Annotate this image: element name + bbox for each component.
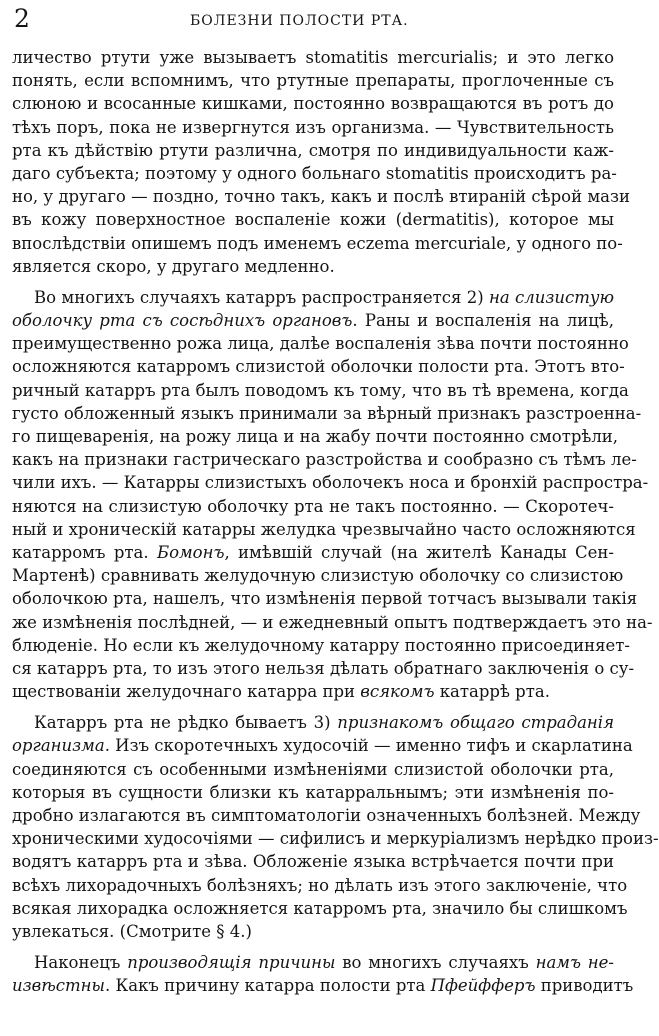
- text-line: [12, 657, 635, 680]
- line-segment: во многихъ случаяхъ: [335, 953, 536, 973]
- text-line: [12, 162, 617, 185]
- page-number: 2: [14, 4, 30, 33]
- text-line: [12, 680, 614, 703]
- line-segment: оболочкою рта, нашелъ, что измѣненія первой тотчасъ вызывали такія: [12, 589, 638, 609]
- italic-term: организма: [12, 736, 105, 756]
- text-line: [12, 587, 638, 610]
- text-line: [12, 920, 614, 943]
- text-line: [12, 69, 614, 92]
- text-line: [12, 518, 636, 541]
- italic-term: на слизистую: [489, 287, 615, 307]
- text-line: [12, 448, 637, 471]
- line-segment: , имѣвшій случай (на жителѣ Канады Сен-: [224, 542, 614, 562]
- line-segment: . Какъ причину катарра полости рта: [104, 976, 431, 996]
- line-segment: катаррѣ рта.: [434, 682, 550, 702]
- line-segment: понять, если вспомнимъ, что ртутные препараты, проглоченные съ: [12, 71, 614, 91]
- line-segment: преимущественно рожа лица, далѣе воспаленія зѣва почти постоянно: [12, 334, 629, 354]
- italic-term: Бомонъ: [156, 542, 225, 562]
- line-segment: ся катарръ рта, то изъ этого нельзя дѣлать обратнаго заключенія о су-: [12, 658, 635, 678]
- text-line: [12, 425, 619, 448]
- italic-term: извѣстны: [12, 976, 105, 996]
- italic-term: намъ не-: [535, 953, 614, 973]
- line-segment: ричный катарръ рта былъ поводомъ къ тому, что въ тѣ времена, когда: [12, 380, 629, 400]
- line-segment: же измѣненія послѣдней, — и ежедневный опытъ подтверждаетъ это на-: [12, 612, 653, 632]
- line-segment: но, у другаго — поздно, точно такъ, какъ и послѣ втираній сѣрой мази: [12, 187, 631, 207]
- text-line: [12, 92, 614, 115]
- text-line: [12, 897, 628, 920]
- text-line: [12, 185, 631, 208]
- text-line: [12, 827, 659, 850]
- text-line: [12, 758, 614, 781]
- text-line: [12, 804, 641, 827]
- line-segment: личество ртути уже вызываетъ stomatitis mercurialis; и это легко: [12, 48, 614, 67]
- line-segment: которыя въ сущности близки къ катарральнымъ; эти измѣненія по-: [12, 782, 614, 802]
- line-segment: блюденіе. Но если къ желудочному катарру постоянно присоединяет-: [12, 635, 630, 655]
- line-segment: Катарръ рта не рѣдко бываетъ 3): [34, 713, 338, 733]
- line-segment: даго субъекта; поэтому у одного больнаго stomatitis происходитъ ра-: [12, 163, 617, 183]
- text-line: [12, 379, 629, 402]
- line-segment: чили ихъ. — Катарры слизистыхъ оболочекъ носа и бронхій распростра-: [12, 473, 649, 493]
- line-segment: въ кожу поверхностное воспаленіе кожи (dermatitis), которое мы: [12, 210, 614, 230]
- line-segment: увлекаться. (Смотрите § 4.): [12, 921, 252, 941]
- line-segment: . Раны и воспаленія на лицѣ,: [352, 311, 614, 331]
- text-line: [12, 495, 614, 518]
- text-line: [12, 232, 623, 255]
- text-line: [12, 874, 628, 897]
- text-line: [12, 402, 642, 425]
- line-segment: катарромъ рта.: [12, 542, 157, 562]
- line-segment: рта къ дѣйствію ртути различна, смотря по индивидуальности каж-: [12, 140, 614, 160]
- line-segment: является скоро, у другаго медленно.: [12, 256, 335, 276]
- paragraph-gap: [12, 278, 614, 286]
- line-segment: хроническими худосочіями — сифилисъ и меркуріализмъ нерѣдко произ-: [12, 829, 659, 849]
- body-text: [12, 46, 659, 998]
- line-segment: Во многихъ случаяхъ катарръ распространяется 2): [34, 287, 490, 307]
- line-segment: . Изъ скоротечныхъ худосочій — именно тифъ и скарлатина: [104, 736, 633, 756]
- text-line: [12, 116, 614, 139]
- text-line: [12, 286, 614, 309]
- running-header: БОЛЕЗНИ ПОЛОСТИ РТА.: [190, 13, 409, 29]
- line-segment: тѣхъ поръ, пока не извергнутся изъ организма. — Чувствительность: [12, 117, 614, 137]
- italic-term: производящія причины: [127, 953, 336, 973]
- text-line: [12, 951, 614, 974]
- line-segment: дробно излагаются въ симптоматологіи означенныхъ болѣзней. Между: [12, 806, 641, 825]
- text-line: [12, 734, 633, 757]
- line-segment: какъ на признаки гастрическаго разстройства и сообразно съ тѣмъ ле-: [12, 450, 637, 470]
- line-segment: го пищеваренія, на рожу лица и на жабу почти постоянно смотрѣли,: [12, 427, 619, 446]
- text-line: [12, 711, 614, 734]
- line-segment: Наконецъ: [34, 953, 128, 973]
- line-segment: слюною и всосанные кишками, постоянно возвращаются въ ротъ до: [12, 94, 614, 114]
- italic-term: оболочку рта съ сосѣднихъ органовъ: [12, 311, 353, 331]
- line-segment: соединяются съ особенными измѣненіями слизистой оболочки рта,: [12, 759, 614, 779]
- text-line: [12, 974, 634, 997]
- italic-term: Пфейфферъ: [430, 976, 536, 996]
- text-line: [12, 541, 614, 564]
- line-segment: всякая лихорадка осложняется катарромъ рта, значило бы слишкомъ: [12, 898, 628, 918]
- line-segment: водятъ катарръ рта и зѣва. Обложеніе языка встрѣчается почти при: [12, 852, 614, 872]
- text-line: [12, 332, 629, 355]
- line-segment: густо обложенный языкъ принимали за вѣрный признакъ разстроенна-: [12, 403, 642, 423]
- text-line: [12, 139, 614, 162]
- line-segment: впослѣдствіи опишемъ подъ именемъ eczema mercuriale, у одного по-: [12, 233, 623, 253]
- text-line: [12, 355, 625, 378]
- text-line: [12, 255, 614, 278]
- text-line: [12, 46, 614, 69]
- text-line: [12, 850, 614, 873]
- text-line: [12, 309, 614, 332]
- italic-term: всякомъ: [360, 682, 435, 702]
- paragraph-gap: [12, 703, 614, 711]
- italic-term: признакомъ общаго страданія: [337, 713, 614, 733]
- text-line: [12, 208, 614, 231]
- text-line: [12, 471, 649, 494]
- text-line: [12, 634, 630, 657]
- line-segment: ществованіи желудочнаго катарра при: [12, 682, 361, 702]
- line-segment: осложняются катарромъ слизистой оболочки полости рта. Этотъ вто-: [12, 357, 625, 377]
- line-segment: Мартенѣ) сравнивать желудочную слизистую оболочку со слизистою: [12, 566, 624, 586]
- paragraph-gap: [12, 943, 614, 951]
- text-line: [12, 781, 614, 804]
- line-segment: няются на слизистую оболочку рта не такъ постоянно. — Скоротеч-: [12, 496, 614, 516]
- line-segment: ный и хроническій катарры желудка чрезвычайно часто осложняются: [12, 519, 636, 539]
- line-segment: всѣхъ лихорадочныхъ болѣзняхъ; но дѣлать изъ этого заключеніе, что: [12, 875, 628, 895]
- line-segment: приводитъ: [535, 976, 634, 996]
- text-line: [12, 611, 653, 634]
- text-line: [12, 564, 624, 587]
